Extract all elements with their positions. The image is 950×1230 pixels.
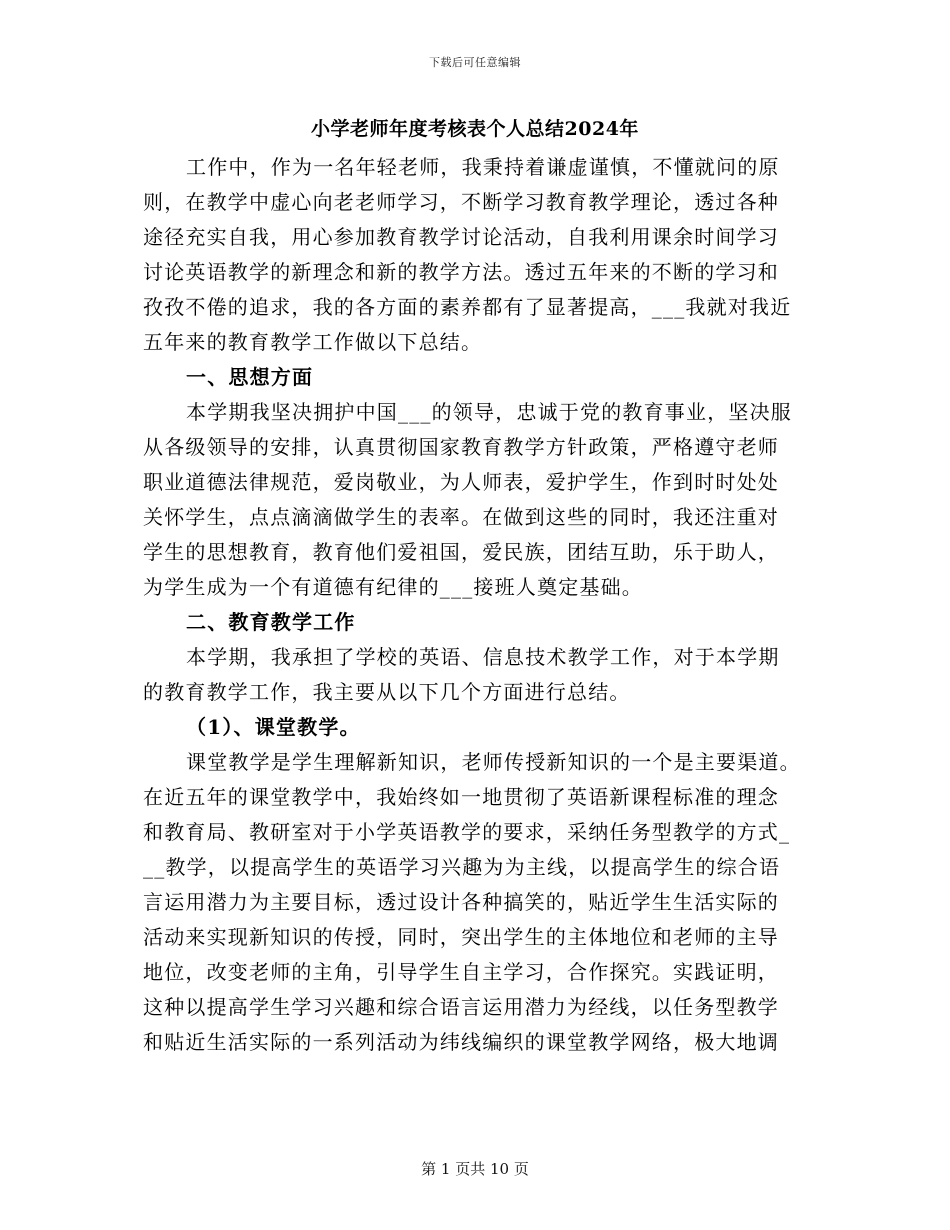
paragraph-line: 则，在教学中虚心向老老师学习，不断学习教育教学理论，透过各种 — [143, 190, 779, 214]
paragraph-line: 工作中，作为一名年轻老师，我秉持着谦虚谨慎，不懂就问的原 — [186, 155, 780, 179]
paragraph-line: 从各级领导的安排，认真贯彻国家教育教学方针政策，严格遵守老师 — [143, 435, 779, 459]
paragraph-line: 和贴近生活实际的一系列活动为纬线编织的课堂教学网络，极大地调 — [143, 1030, 779, 1054]
paragraph-line: 关怀学生，点点滴滴做学生的表率。在做到这些的同时，我还注重对 — [143, 505, 779, 529]
paragraph-line: 的教育教学工作，我主要从以下几个方面进行总结。 — [143, 680, 631, 704]
subsection-heading-classroom: （1）、课堂教学。 — [186, 715, 361, 739]
paragraph-line: 课堂教学是学生理解新知识，老师传授新知识的一个是主要渠道。 — [186, 750, 801, 774]
paragraph-line: 孜孜不倦的追求，我的各方面的素养都有了显著提高，___我就对我近 — [143, 295, 792, 319]
paragraph-line: 讨论英语教学的新理念和新的教学方法。透过五年来的不断的学习和 — [143, 260, 779, 284]
paragraph-line: 在近五年的课堂教学中，我始终如一地贯彻了英语新课程标准的理念 — [143, 785, 779, 809]
header-note: 下载后可任意编辑 — [429, 56, 521, 69]
section-heading-teaching: 二、教育教学工作 — [186, 610, 356, 634]
paragraph-line: 地位，改变老师的主角，引导学生自主学习，合作探究。实践证明， — [143, 960, 779, 984]
paragraph-line: 这种以提高学生学习兴趣和综合语言运用潜力为经线，以任务型教学 — [143, 995, 779, 1019]
paragraph-line: 活动来实现新知识的传授，同时，突出学生的主体地位和老师的主导 — [143, 925, 779, 949]
paragraph-line: 职业道德法律规范，爱岗敬业，为人师表，爱护学生，作到时时处处 — [143, 470, 779, 494]
paragraph-line: 学生的思想教育，教育他们爱祖国，爱民族，团结互助，乐于助人， — [143, 540, 779, 564]
document-body — [143, 150, 808, 1060]
paragraph-line: 五年来的教育教学工作做以下总结。 — [143, 330, 483, 354]
page-number: 第 1 页共 10 页 — [421, 1160, 529, 1178]
paragraph-line: 本学期我坚决拥护中国___的领导，忠诚于党的教育事业，坚决服 — [186, 400, 792, 424]
paragraph-line: 言运用潜力为主要目标，透过设计各种搞笑的，贴近学生生活实际的 — [143, 890, 779, 914]
paragraph-line: 为学生成为一个有道德有纪律的___接班人奠定基础。 — [143, 575, 643, 599]
paragraph-line: __教学，以提高学生的英语学习兴趣为为主线，以提高学生的综合语 — [143, 855, 781, 879]
paragraph-line: 本学期，我承担了学校的英语、信息技术教学工作，对于本学期 — [186, 645, 780, 669]
paragraph-line: 途径充实自我，用心参加教育教学讨论活动，自我利用课余时间学习 — [143, 225, 779, 249]
document-title: 小学老师年度考核表个人总结2024年 — [311, 118, 639, 140]
paragraph-line: 和教育局、教研室对于小学英语教学的要求，采纳任务型教学的方式_ — [143, 820, 791, 844]
section-heading-thought: 一、思想方面 — [186, 365, 314, 389]
